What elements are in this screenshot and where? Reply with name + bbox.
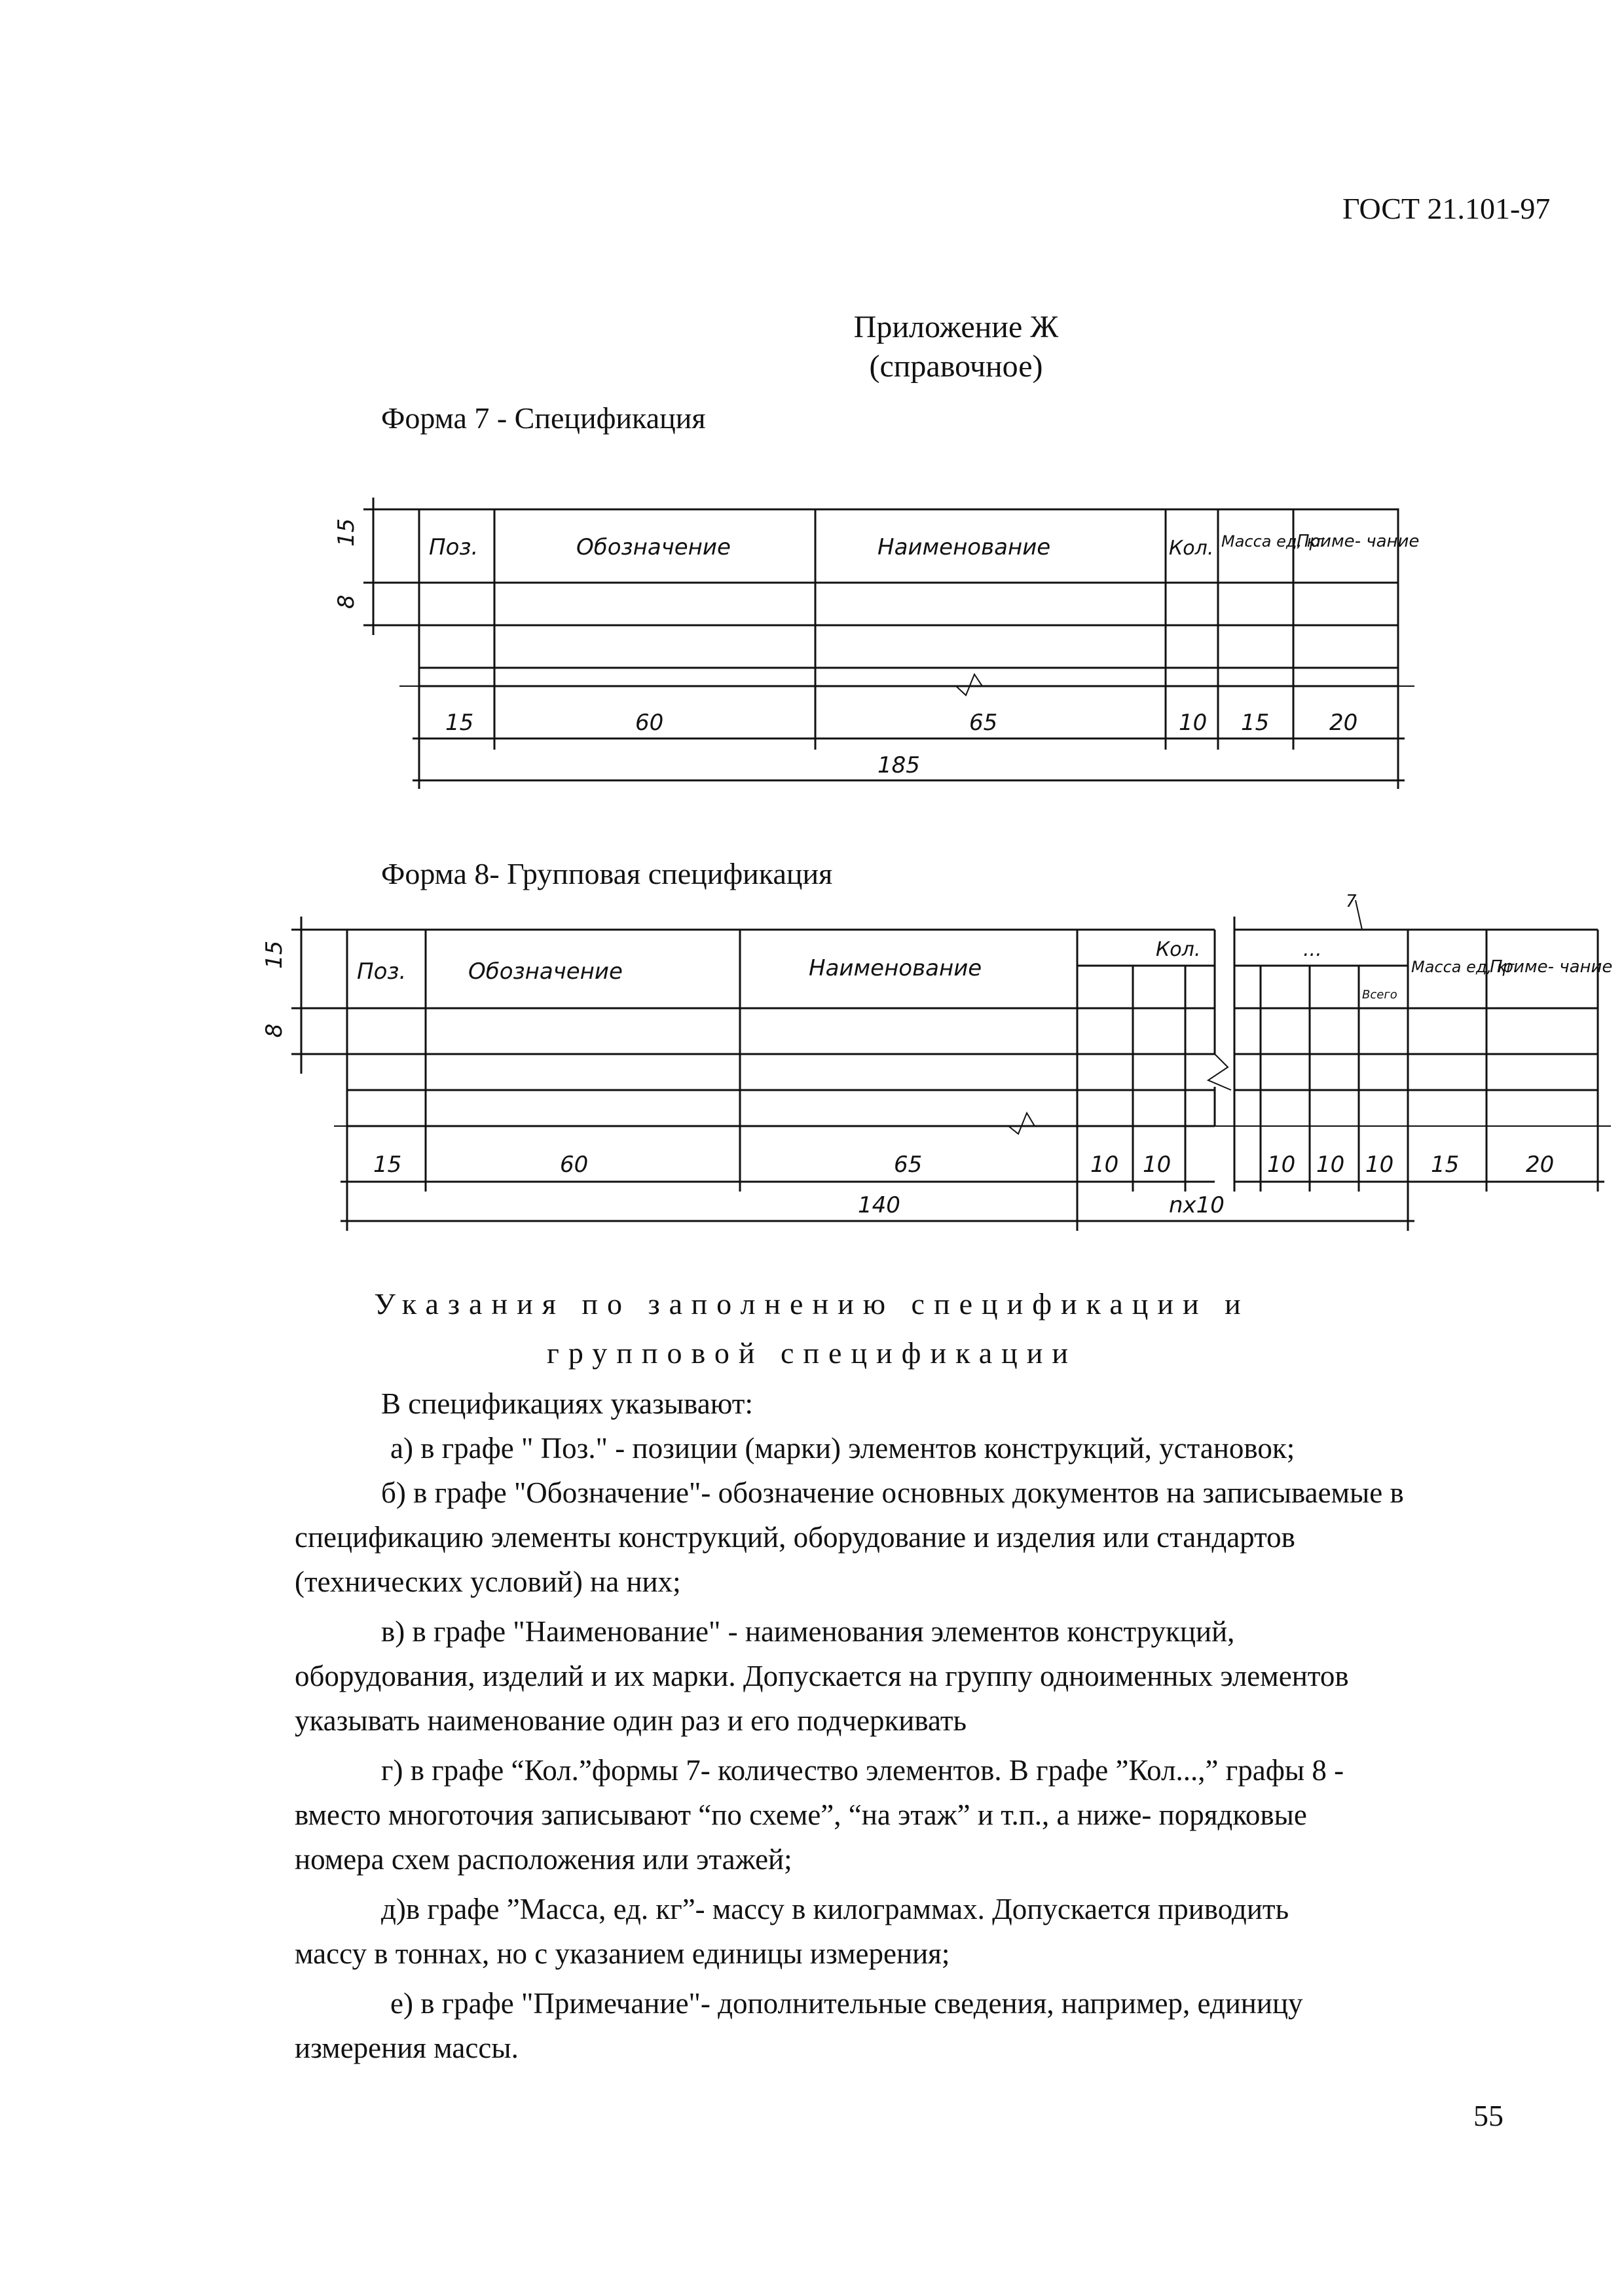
form8-col-mass: Масса ед, кг bbox=[1411, 958, 1515, 976]
form7-col-designation: Обозначение bbox=[576, 534, 731, 560]
form8-dim-mass: 15 bbox=[1431, 1152, 1460, 1178]
form8-dim-total: 10 bbox=[1365, 1152, 1394, 1178]
form7-col-note: Приме- чание bbox=[1297, 532, 1420, 551]
form8-col-qty: Кол. bbox=[1156, 938, 1201, 961]
form7-col-name: Наименование bbox=[877, 534, 1051, 560]
form8-dim-total-right: nx10 bbox=[1169, 1192, 1225, 1218]
form7-title: Форма 7 - Спецификация bbox=[381, 401, 706, 435]
standard-number: ГОСТ 21.101-97 bbox=[1342, 192, 1551, 225]
appendix-subtitle: (справочное) bbox=[869, 349, 1043, 384]
form8-row-dim-header: 15 bbox=[261, 940, 287, 969]
form7-row-dim-header: 15 bbox=[333, 518, 360, 547]
instructions-title-line1: Указания по заполнению спецификации и bbox=[374, 1287, 1250, 1321]
form7-row-dim-row: 8 bbox=[333, 594, 360, 609]
instructions-title-line2: групповой спецификации bbox=[546, 1336, 1078, 1370]
form7-dim-mass: 15 bbox=[1241, 710, 1270, 736]
page-number: 55 bbox=[1473, 2099, 1504, 2132]
instructions-item-v-cont2: указывать наименование один раз и его подчеркивать bbox=[295, 1704, 967, 1737]
form8-dim-col2: 10 bbox=[1316, 1152, 1345, 1178]
form8-dim-qty1: 10 bbox=[1090, 1152, 1119, 1178]
form8-col-ellipsis: ... bbox=[1303, 938, 1322, 961]
form8-col-note: Приме- чание bbox=[1490, 957, 1613, 977]
instructions-item-g: г) в графе “Кол.”формы 7- количество элементов. В графе ”Кол...,” графы 8 - bbox=[381, 1754, 1344, 1787]
instructions-item-v-cont1: оборудования, изделий и их марки. Допускается на группу одноименных элементов bbox=[295, 1660, 1349, 1692]
form8-dim-total-left: 140 bbox=[858, 1192, 900, 1218]
form8-dim-note: 20 bbox=[1526, 1152, 1555, 1178]
instructions-item-b: б) в графе "Обозначение"- обозначение основных документов на записываемые в bbox=[381, 1476, 1404, 1509]
form7-dim-total: 185 bbox=[877, 752, 920, 778]
form7-dim-designation: 60 bbox=[635, 710, 664, 736]
form8-col-pos: Поз. bbox=[357, 958, 407, 985]
form7-dim-pos: 15 bbox=[445, 710, 474, 736]
instructions-item-e: е) в графе "Примечание"- дополнительные сведения, например, единицу bbox=[390, 1987, 1303, 2020]
form8-col-total: Всего bbox=[1362, 988, 1397, 1002]
instructions-item-g-cont1: вместо многоточия записывают “по схеме”, “на этаж” и т.п., а ниже- порядковые bbox=[295, 1798, 1307, 1831]
form8-col-designation: Обозначение bbox=[468, 958, 623, 985]
form8-row-dim-row: 8 bbox=[261, 1023, 287, 1038]
instructions-item-a: а) в графе " Поз." - позиции (марки) элементов конструкций, установок; bbox=[390, 1432, 1295, 1465]
form7-col-mass: Масса ед, кг bbox=[1221, 532, 1325, 551]
form7-col-pos: Поз. bbox=[429, 534, 479, 560]
form7-dim-note: 20 bbox=[1329, 710, 1358, 736]
form8-title: Форма 8- Групповая спецификация bbox=[381, 857, 833, 890]
instructions-item-d: д)в графе ”Масса, ед. кг”- массу в килограммах. Допускается приводить bbox=[381, 1893, 1289, 1925]
form7-dim-name: 65 bbox=[969, 710, 998, 736]
form8-col-name: Наименование bbox=[809, 955, 982, 981]
form8-dim-col1: 10 bbox=[1267, 1152, 1296, 1178]
form7-col-qty: Кол. bbox=[1169, 537, 1214, 560]
instructions-item-b-cont2: (технических условий) на них; bbox=[295, 1565, 681, 1598]
instructions-item-d-cont1: массу в тоннах, но с указанием единицы измерения; bbox=[295, 1937, 950, 1970]
form8-dim-name: 65 bbox=[894, 1152, 923, 1178]
instructions-item-e-cont1: измерения массы. bbox=[295, 2032, 519, 2064]
instructions-intro: В спецификациях указывают: bbox=[381, 1387, 753, 1420]
form7-dim-qty: 10 bbox=[1179, 710, 1208, 736]
instructions-item-b-cont1: спецификацию элементы конструкций, оборудование и изделия или стандартов bbox=[295, 1521, 1295, 1554]
appendix-title: Приложение Ж bbox=[853, 310, 1059, 344]
instructions-item-g-cont2: номера схем расположения или этажей; bbox=[295, 1843, 792, 1876]
instructions-item-v: в) в графе "Наименование" - наименования элементов конструкций, bbox=[381, 1615, 1235, 1648]
form8-dim-pos: 15 bbox=[373, 1152, 402, 1178]
form8-dim-qty2: 10 bbox=[1143, 1152, 1172, 1178]
form8-dim-designation: 60 bbox=[560, 1152, 589, 1178]
form8-dim-top: 7 bbox=[1346, 892, 1357, 911]
